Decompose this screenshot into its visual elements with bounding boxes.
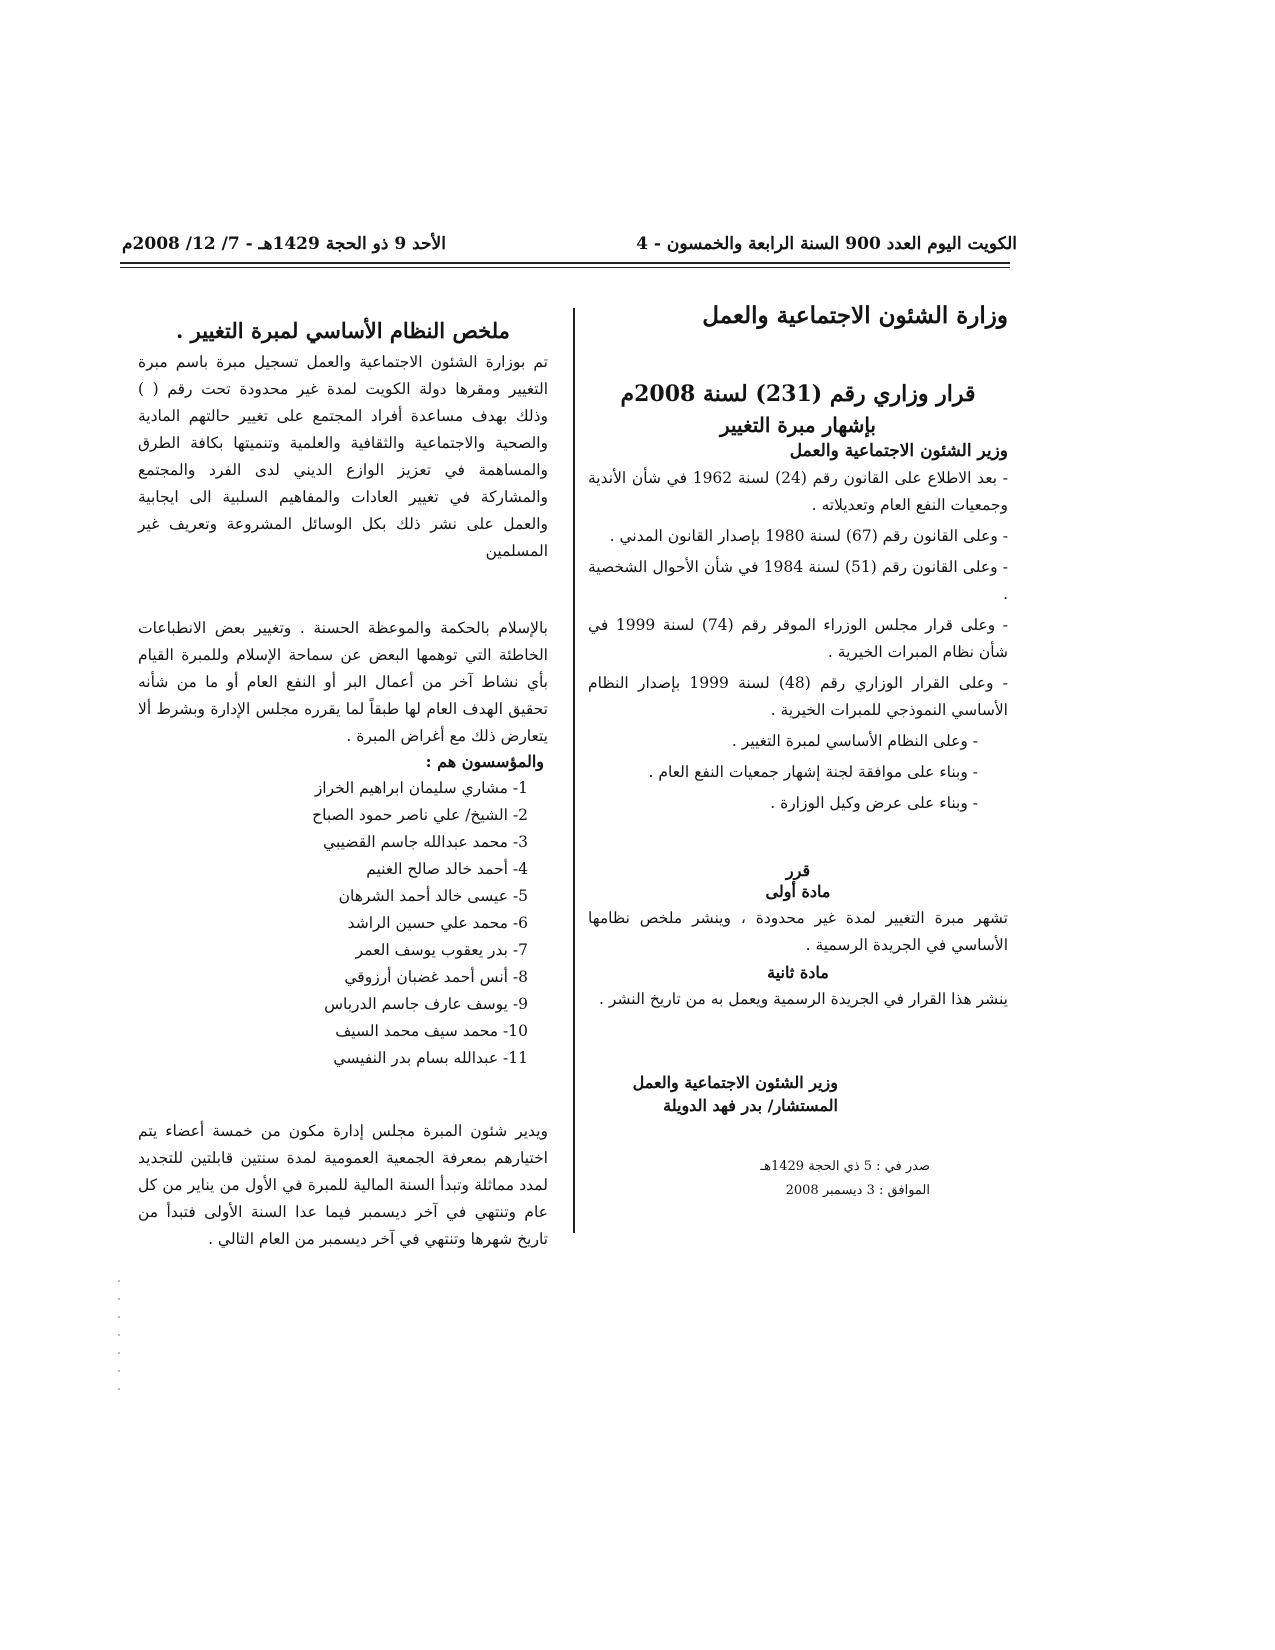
decree-clause: - وعلى القانون رقم (51) لسنة 1984 في شأن الأحوال الشخصية . <box>588 558 1008 603</box>
decree-column <box>588 302 1008 1203</box>
decree-clause: - وعلى القانون رقم (67) لسنة 1980 بإصدار القانون المدني . <box>609 527 1008 545</box>
column-divider <box>573 308 575 1233</box>
article-2-heading: مادة ثانية <box>767 963 829 982</box>
decided-heading: قرر <box>785 861 811 880</box>
list-item: 4- أحمد خالد صالح الغنيم <box>366 860 528 878</box>
issued-gregorian: الموافق : 3 ديسمبر 2008 <box>785 1183 930 1198</box>
decree-clause: - بعد الاطلاع على القانون رقم (24) لسنة 1962 في شأن الأندية وجمعيات النفع العام وتعديلاته . <box>588 469 1008 514</box>
list-item: 11- عبدالله بسام بدر النفيسي <box>333 1049 528 1067</box>
summary-paragraph-3: ويدير شئون المبرة مجلس إدارة مكون من خمسة أعضاء يتم اختيارهم بمعرفة الجمعية العمومية لمدة سنتين قابلتين للتجديد لمدد مماثلة وتبدأ السنة المالية للمبرة في الأول من يناير من كل عام وتنتهي في آخر ديسمبر فيما عدا السنة الأولى فتبدأ من تاريخ شهرها وتنتهي في آخر ديسمبر من العام التالي . <box>138 1122 548 1248</box>
minister-intro: وزير الشئون الاجتماعية والعمل <box>789 441 1008 461</box>
decree-clause: - وبناء على موافقة لجنة إشهار جمعيات النفع العام . <box>648 763 978 781</box>
list-item: 7- بدر يعقوب يوسف العمر <box>355 941 528 959</box>
list-item: 3- محمد عبدالله جاسم القضيبي <box>323 833 528 851</box>
summary-title: ملخص النظام الأساسي لمبرة التغيير . <box>176 318 510 343</box>
decree-clause: - وعلى القرار الوزاري رقم (48) لسنة 1999 بإصدار النظام الأساسي النموذجي للمبرات الخيرية . <box>588 674 1008 719</box>
article-1-text: تشهر مبرة التغيير لمدة غير محدودة ، وينشر ملخص نظامها الأساسي في الجريدة الرسمية . <box>588 909 1008 954</box>
summary-paragraph-1: تم بوزارة الشئون الاجتماعية والعمل تسجيل مبرة باسم مبرة التغيير ومقرها دولة الكويت لمدة غير محدودة تحت رقم ( ) وذلك بهدف مساعدة أفراد المجتمع على تغيير حالتهم المادية والصحية والاجتماعية والثقافية والعلمية وتنميتها بكافة الطرق والمساهمة في تعزيز الوازع الديني لدى الفرد والمجتمع والمشاركة في تغيير العادات والمفاهيم السلبية الى ايجابية والعمل على نشر ذلك بكل الوسائل المشروعة وتعريف غير المسلمين <box>138 353 548 560</box>
signature-name: المستشار/ بدر فهد الدويلة <box>663 1096 838 1115</box>
founders-list <box>138 775 548 1072</box>
header-rule-thick <box>120 262 1010 264</box>
article-2-text: ينشر هذا القرار في الجريدة الرسمية ويعمل به من تاريخ النشر . <box>599 990 1008 1008</box>
list-item: 2- الشيخ/ علي ناصر حمود الصباح <box>312 806 528 824</box>
decree-clauses <box>588 465 1008 817</box>
list-item: 10- محمد سيف محمد السيف <box>335 1022 528 1040</box>
issued-hijri: صدر في : 5 ذي الحجة 1429هـ <box>760 1159 930 1174</box>
ministry-heading: وزارة الشئون الاجتماعية والعمل <box>702 302 1008 329</box>
decree-clause: - وعلى قرار مجلس الوزراء الموقر رقم (74) لسنة 1999 في شأن نظام المبرات الخيرية . <box>588 616 1008 661</box>
decree-clause: - وبناء على عرض وكيل الوزارة . <box>770 794 978 812</box>
list-item: 8- أنس أحمد غضبان أرزوقي <box>344 968 528 986</box>
summary-column <box>138 318 548 1253</box>
header-rule-thin <box>120 267 1010 268</box>
article-1-heading: مادة أولى <box>765 882 831 901</box>
scan-margin-dots <box>118 1280 120 1390</box>
header-issue-info: الكويت اليوم العدد 900 السنة الرابعة والخمسون - 4 <box>636 234 1017 254</box>
summary-paragraph-2: بالإسلام بالحكمة والموعظة الحسنة . وتغيير بعض الانطباعات الخاطئة التي توهمها البعض عن سماحة الإسلام وللمبرة القيام بأي نشاط آخر من أعمال البر أو النفع العام أو ما من شأنه تحقيق الهدف العام لها طبقاً لما يقرره مجلس الإدارة وبشرط ألا يتعارض ذلك مع أغراض المبرة . <box>138 619 548 745</box>
list-item: 1- مشاري سليمان ابراهيم الخراز <box>314 779 528 797</box>
list-item: 9- يوسف عارف جاسم الدرباس <box>324 995 528 1013</box>
signature-title: وزير الشئون الاجتماعية والعمل <box>632 1073 838 1092</box>
list-item: 5- عيسى خالد أحمد الشرهان <box>338 887 528 905</box>
list-item: 6- محمد علي حسين الراشد <box>347 914 528 932</box>
header-date: الأحد 9 ذو الحجة 1429هـ - 7/ 12/ 2008م <box>122 234 446 254</box>
decree-title: قرار وزاري رقم (231) لسنة 2008م <box>620 381 976 407</box>
founders-heading: والمؤسسون هم : <box>425 752 544 771</box>
decree-subtitle: بإشهار مبرة التغيير <box>719 413 876 437</box>
decree-clause: - وعلى النظام الأساسي لمبرة التغيير . <box>731 732 978 750</box>
